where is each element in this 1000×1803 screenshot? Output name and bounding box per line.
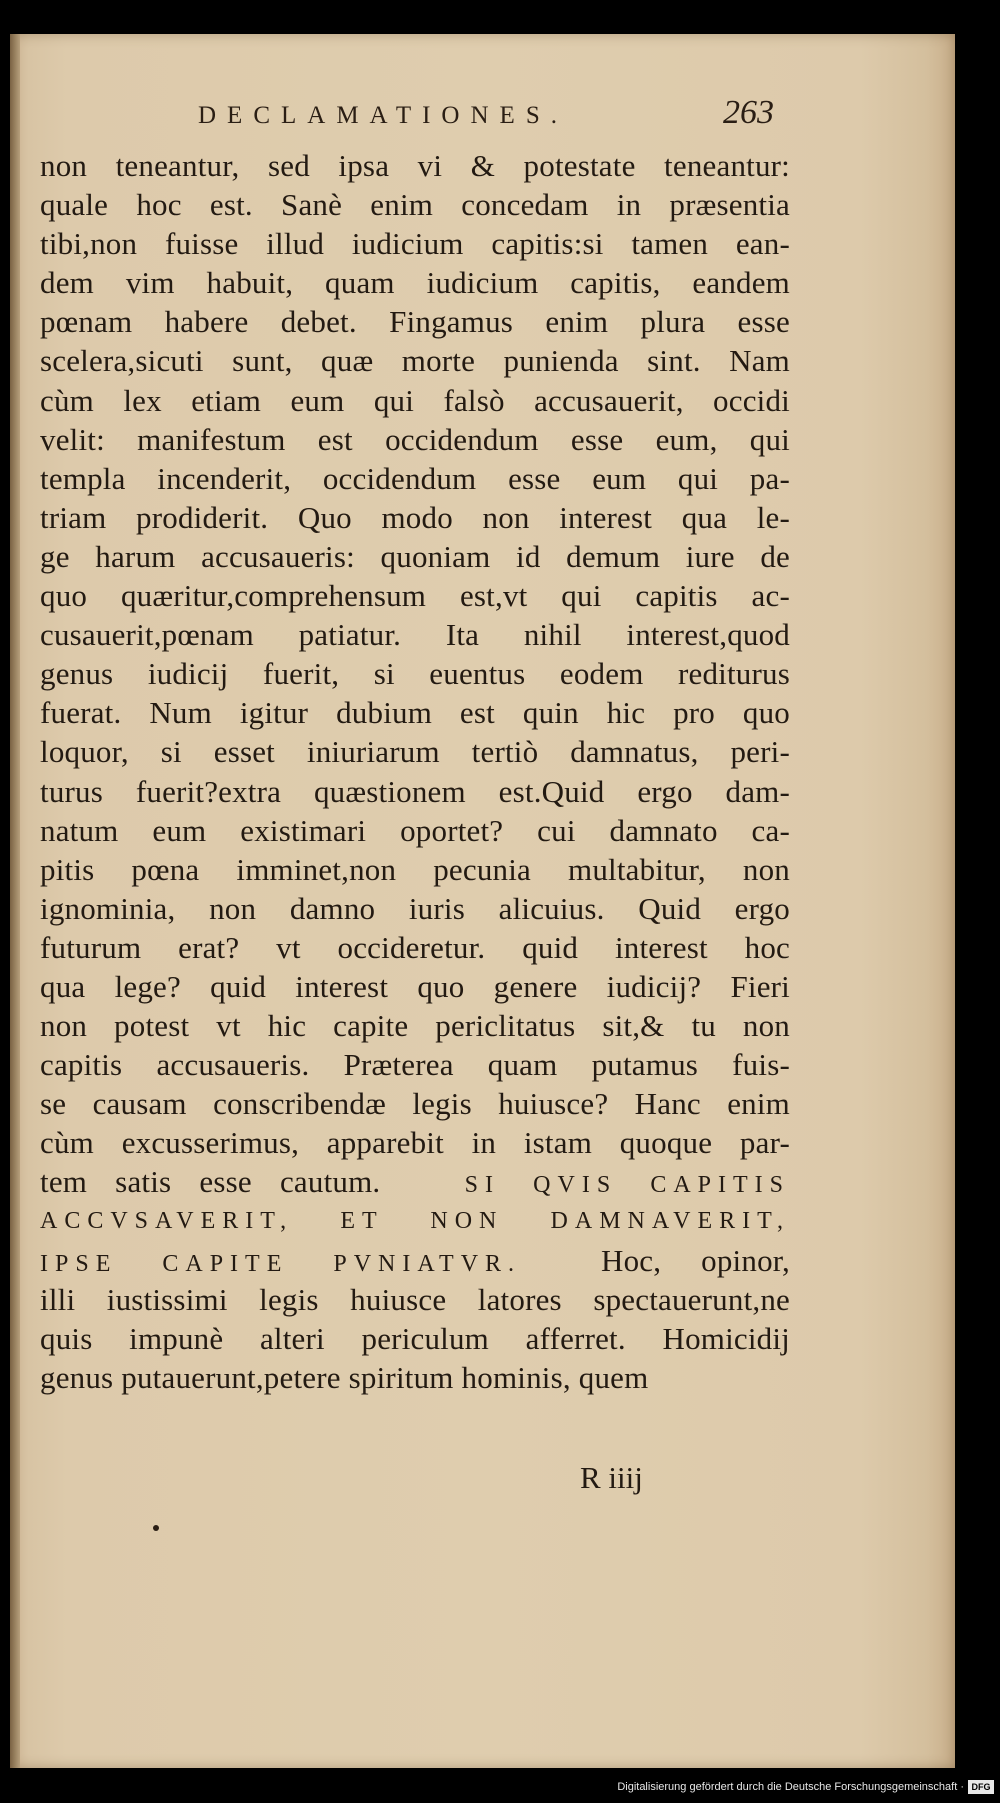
signature-mark: R iiij [580, 1460, 643, 1495]
caps-line: ACCVSAVERIT, ET NON DAMNAVERIT, [40, 1207, 790, 1234]
text-line: ge harum accusaueris: quoniam id demum iure de [40, 538, 790, 574]
text-line: futurum erat? vt occideretur. quid interest hoc [40, 929, 790, 965]
text-line: tibi,non fuisse illud iudicium capitis:si tamen ean- [40, 226, 790, 262]
text-block [40, 146, 790, 1397]
text-line: natum eum existimari oportet? cui damnato ca- [40, 812, 790, 848]
digitization-credit: Digitalisierung gefördert durch die Deutsche Forschungsgemeinschaft · [617, 1781, 964, 1793]
ink-speck [153, 1525, 159, 1531]
text-line: cùm excusserimus, apparebit in istam quoque par- [40, 1125, 790, 1161]
text-line: turus fuerit?extra quæstionem est.Quid ergo dam- [40, 773, 790, 809]
text-line: cùm lex etiam eum qui falsò accusauerit, occidi [40, 382, 790, 418]
text-line: pœnam habere debet. Fingamus enim plura esse [40, 304, 790, 340]
dfg-logo: DFG [968, 1780, 994, 1794]
text-line: quo quæritur,comprehensum est,vt qui capitis ac- [40, 578, 790, 614]
text-line: capitis accusaueris. Præterea quam putamus fuis- [40, 1047, 790, 1083]
text-line: loquor, si esset iniuriarum tertiò damnatus, peri- [40, 734, 790, 770]
book-page [10, 34, 955, 1768]
text-line: se causam conscribendæ legis huiusce? Hanc enim [40, 1086, 790, 1122]
text-line: scelera,sicuti sunt, quæ morte punienda sint. Nam [40, 343, 790, 379]
text-line: genus iudicij fuerit, si euentus eodem rediturus [40, 656, 790, 692]
running-title: DECLAMATIONES. [198, 102, 568, 129]
text-line: triam prodiderit. Quo modo non interest qua le- [40, 499, 790, 535]
text-segment: tem satis esse cautum. [40, 1164, 381, 1200]
page-gutter-edge [10, 34, 20, 1768]
text-line: non potest vt hic capite periclitatus sit,& tu non [40, 1008, 790, 1044]
text-line-with-caps [40, 1162, 790, 1201]
text-line: non teneantur, sed ipsa vi & potestate teneantur: [40, 148, 790, 183]
text-line: dem vim habuit, quam iudicium capitis, eandem [40, 265, 790, 301]
text-line: quale hoc est. Sanè enim concedam in præsentia [40, 187, 790, 223]
text-line: cusauerit,pœnam patiatur. Ita nihil interest,quod [40, 617, 790, 653]
text-line: ignominia, non damno iuris alicuius. Quid ergo [40, 890, 790, 926]
text-line: pitis pœna imminet,non pecunia multabitur, non [40, 851, 790, 887]
text-line: velit: manifestum est occidendum esse eum, qui [40, 421, 790, 457]
text-line: templa incenderit, occidendum esse eum qui pa- [40, 460, 790, 496]
text-line-with-caps [40, 1241, 790, 1280]
text-line: fuerat. Num igitur dubium est quin hic pro quo [40, 695, 790, 731]
text-segment: Hoc, opinor, [601, 1242, 791, 1278]
caps-segment: SI QVIS CAPITIS [464, 1172, 790, 1199]
text-line: qua lege? quid interest quo genere iudicij? Fieri [40, 968, 790, 1004]
text-line: genus putauerunt,petere spiritum hominis, quem [40, 1359, 649, 1395]
page-header [10, 94, 955, 144]
caps-segment: IPSE CAPITE PVNIATVR. [40, 1250, 522, 1277]
text-line: illi iustissimi legis huiusce latores spectauerunt,ne [40, 1281, 790, 1317]
folio-number: 263 [723, 94, 774, 131]
text-line: quis impunè alteri periculum afferret. Homicidij [40, 1320, 790, 1356]
